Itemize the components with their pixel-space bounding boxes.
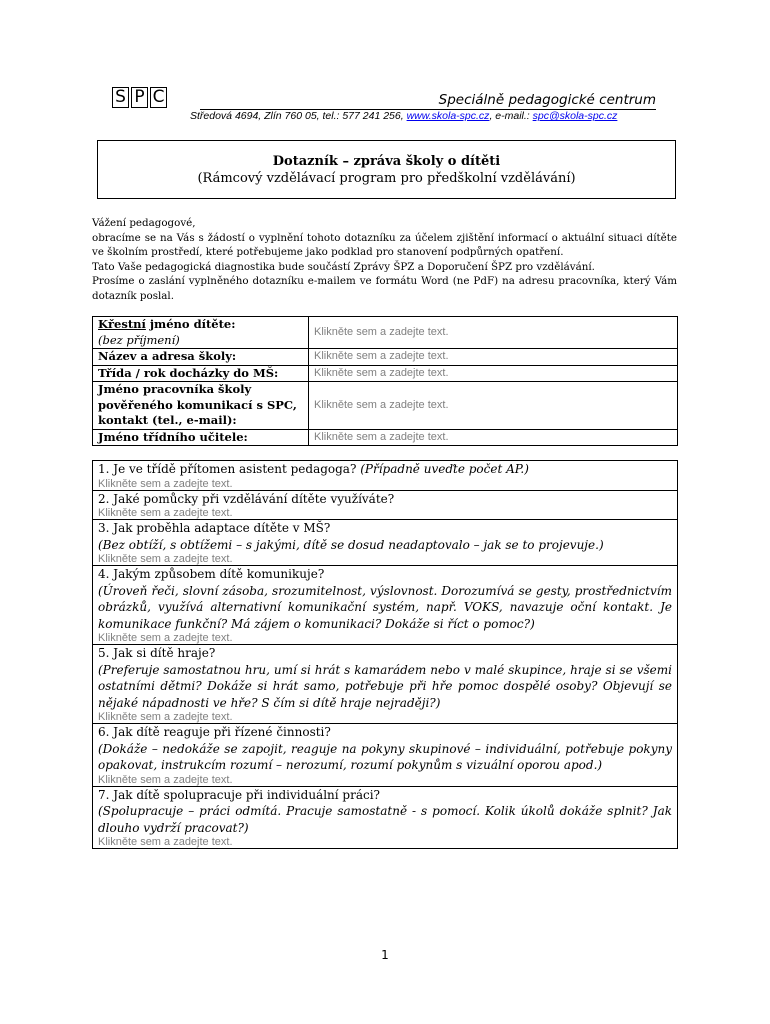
- child-info-table: [92, 316, 678, 446]
- table-row: [93, 365, 678, 382]
- spc-logo: [112, 87, 167, 108]
- question-3-title: 3. Jak proběhla adaptace dítěte v MŠ?: [98, 521, 331, 535]
- table-row: [93, 645, 678, 724]
- table-row: [93, 786, 678, 849]
- worker-label-line-1: Jméno pracovníka školy: [98, 382, 252, 396]
- child-name-field[interactable]: Klikněte sem a zadejte text.: [309, 317, 678, 349]
- teacher-label: Jméno třídního učitele:: [93, 429, 309, 446]
- question-4: [93, 566, 678, 645]
- logo-letter-s: S: [112, 87, 129, 108]
- logo-letter-c: C: [150, 87, 167, 108]
- answer-5-field[interactable]: Klikněte sem a zadejte text.: [98, 711, 233, 723]
- school-label: Název a adresa školy:: [93, 349, 309, 366]
- table-row: [93, 382, 678, 430]
- logo-letter-p: P: [131, 87, 148, 108]
- web-link[interactable]: www.skola-spc.cz: [406, 110, 490, 122]
- address-line: [190, 110, 617, 122]
- question-7: [93, 786, 678, 849]
- question-6-hint: (Dokáže – nedokáže se zapojit, reaguje na pokyny skupinové – individuální, potřebuje pokyny opakovat, instrukcím rozumí – nerozumí, rozumí pokynům s vizuální oporou apod.): [98, 741, 672, 772]
- class-label: Třída / rok docházky do MŠ:: [93, 365, 309, 382]
- question-7-hint: (Spolupracuje – práci odmítá. Pracuje samostatně - s pomocí. Kolik úkolů dokáže splnit? Jak dlouho vydrží pracovat?): [98, 804, 672, 835]
- center-name: Speciálně pedagogické centrum: [200, 92, 656, 110]
- address-middle: , e-mail.:: [489, 110, 533, 122]
- question-4-hint: (Úroveň řeči, slovní zásoba, srozumitelnost, výslovnost. Dorozumívá se gesty, prostřednictvím obrázků, využívá alternativní komunikační systém, např. VOKS, navazuje oční kontakt. Je komunikace funkční? Má zájem o komunikaci? Dokáže si říct o pomoc?): [98, 583, 672, 631]
- table-row: [93, 429, 678, 446]
- intro-paragraph-2: Tato Vaše pedagogická diagnostika bude součástí Zprávy ŠPZ a Doporučení ŠPZ pro vzdělávání.: [92, 260, 595, 273]
- question-6: [93, 724, 678, 787]
- worker-label-line-3: kontakt (tel., e-mail):: [98, 413, 237, 427]
- question-1-title: [98, 461, 672, 478]
- worker-field[interactable]: Klikněte sem a zadejte text.: [309, 382, 678, 430]
- page-number: 1: [381, 948, 389, 962]
- child-name-label-underlined: Křestní: [98, 317, 146, 331]
- table-row: [93, 317, 678, 349]
- address-text: Středová 4694, Zlín 760 05, tel.: 577 241 256,: [190, 110, 407, 122]
- intro-greeting: Vážení pedagogové,: [92, 217, 196, 229]
- table-row: [93, 566, 678, 645]
- child-name-label-rest: jméno dítěte:: [145, 317, 236, 331]
- questions-table: [92, 460, 678, 849]
- answer-6-field[interactable]: Klikněte sem a zadejte text.: [98, 773, 233, 786]
- document-subtitle: (Rámcový vzdělávací program pro předškolní vzdělávání): [197, 171, 576, 186]
- answer-7-field[interactable]: Klikněte sem a zadejte text.: [98, 836, 233, 848]
- question-2-title: 2. Jaké pomůcky při vzdělávání dítěte využíváte?: [98, 491, 395, 506]
- table-row: [93, 349, 678, 366]
- question-2: [93, 490, 678, 520]
- question-1-text: 1. Je ve třídě přítomen asistent pedagoga?: [98, 462, 361, 476]
- intro-text: [92, 216, 677, 304]
- answer-4-field[interactable]: Klikněte sem a zadejte text.: [98, 632, 233, 644]
- table-row: [93, 520, 678, 566]
- question-7-title: 7. Jak dítě spolupracuje při individuální práci?: [98, 787, 380, 802]
- worker-label: [93, 382, 309, 430]
- question-1-hint: (Případně uveďte počet AP.): [360, 462, 529, 476]
- intro-paragraph-1: obracíme se na Vás s žádostí o vyplnění tohoto dotazníku za účelem zjištění informací o aktuální situaci dítěte ve školním prostředí, které potřebujeme jako podklad pro stanovení podpůrných opatření.: [92, 231, 677, 259]
- class-field[interactable]: Klikněte sem a zadejte text.: [309, 365, 678, 382]
- title-box: [97, 140, 676, 199]
- teacher-field[interactable]: Klikněte sem a zadejte text.: [309, 429, 678, 446]
- table-row: [93, 461, 678, 491]
- email-link[interactable]: spc@skola-spc.cz: [532, 110, 618, 122]
- question-6-title: 6. Jak dítě reaguje při řízené činnosti?: [98, 725, 331, 739]
- question-3: [93, 520, 678, 566]
- child-name-label: [93, 317, 309, 349]
- question-5-hint: (Preferuje samostatnou hru, umí si hrát s kamarádem nebo v malé skupince, hraje si se všemi ostatními dětmi? Dokáže si hrát samo, potřebuje při hře pomoc dospělé osoby? Objevují se nějaké nápadnosti ve hře? S čím si dítě hraje nejraději?): [98, 662, 672, 710]
- answer-2-field[interactable]: Klikněte sem a zadejte text.: [98, 507, 233, 519]
- intro-paragraph-3: Prosíme o zaslání vyplněného dotazníku e-mailem ve formátu Word (ne PdF) na adresu pracovníka, který Vám dotazník poslal.: [92, 275, 677, 302]
- question-1: [93, 461, 678, 491]
- question-5: [93, 645, 678, 724]
- question-4-title: 4. Jakým způsobem dítě komunikuje?: [98, 567, 325, 581]
- school-field[interactable]: Klikněte sem a zadejte text.: [309, 349, 678, 366]
- table-row: [93, 490, 678, 520]
- question-3-hint: (Bez obtíží, s obtížemi – s jakými, dítě se dosud neadaptovalo – jak se to projevuje.): [98, 537, 604, 552]
- document-title: Dotazník – zpráva školy o dítěti: [272, 154, 501, 169]
- answer-3-field[interactable]: Klikněte sem a zadejte text.: [98, 553, 233, 565]
- table-row: [93, 724, 678, 787]
- answer-1-field[interactable]: Klikněte sem a zadejte text.: [98, 477, 233, 490]
- question-5-title: 5. Jak si dítě hraje?: [98, 646, 216, 660]
- worker-label-line-2: pověřeného komunikací s SPC,: [98, 397, 297, 412]
- child-name-label-sub: (bez příjmení): [98, 332, 180, 347]
